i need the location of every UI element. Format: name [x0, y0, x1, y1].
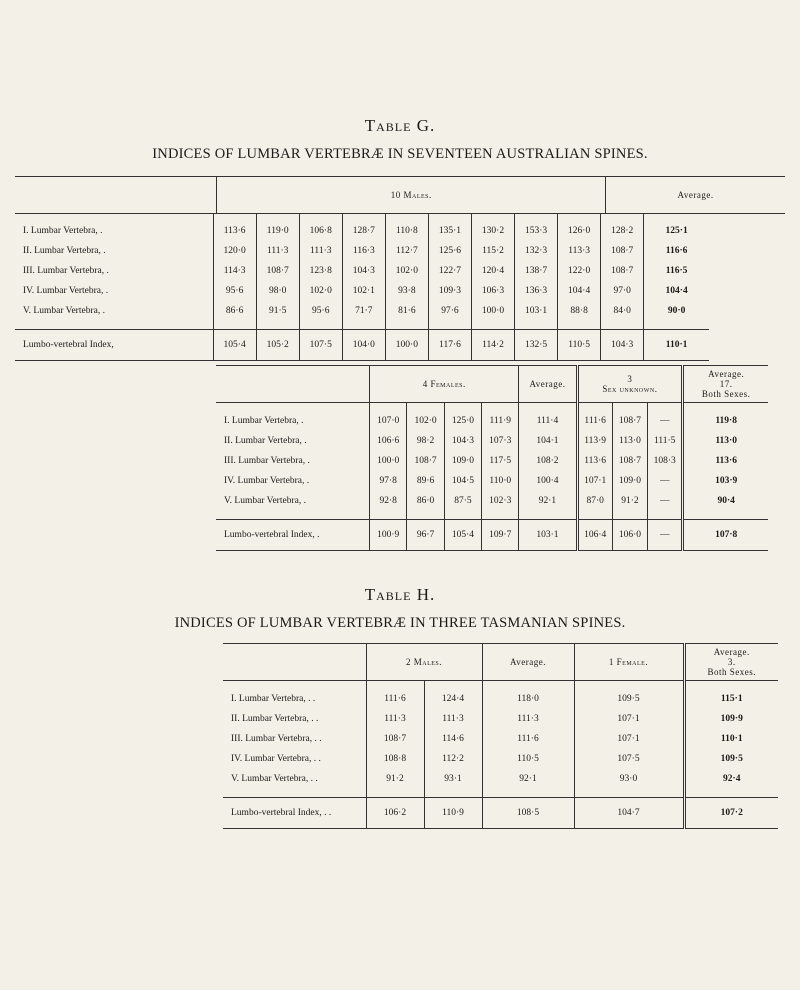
average-cell: 111·6: [482, 729, 574, 749]
value-cell: 102·0: [299, 281, 342, 301]
value-cell: 111·3: [366, 709, 424, 729]
value-cell: 115·2: [471, 241, 514, 261]
value-cell: 87·5: [444, 491, 481, 520]
unknown-cell: 111·5: [648, 431, 683, 451]
value-cell: 104·5: [444, 471, 481, 491]
table-h-title: Table H.: [364, 585, 436, 604]
unknown-cell: 111·6: [577, 403, 612, 432]
value-cell: 106·8: [299, 213, 342, 241]
unknown-cell: 113·0: [612, 431, 647, 451]
both-sexes-cell: 119·8: [683, 403, 768, 432]
average-cell: 90·0: [644, 301, 709, 330]
value-cell: 86·6: [213, 301, 256, 330]
unknown-cell: 113·6: [577, 451, 612, 471]
row-label: Lumbo-vertebral Index, .: [216, 520, 370, 551]
value-cell: 103·1: [515, 301, 558, 330]
value-cell: 81·6: [385, 301, 428, 330]
unknown-cell: —: [648, 471, 683, 491]
both-sexes-cell: 90·4: [683, 491, 768, 520]
header-blank: [216, 366, 370, 403]
value-cell: 123·8: [299, 261, 342, 281]
value-cell: 113·3: [558, 241, 601, 261]
value-cell: 135·1: [428, 213, 471, 241]
both-sexes-cell: 107·2: [684, 798, 778, 829]
table-row: [15, 301, 709, 330]
average-cell: 92·1: [519, 491, 577, 520]
row-label: III. Lumbar Vertebra, .: [224, 456, 310, 466]
row-label: II. Lumbar Vertebra, .: [224, 436, 307, 446]
both-sexes-cell: 109·9: [684, 709, 778, 729]
table-row: [216, 471, 768, 491]
value-cell: 104·3: [601, 330, 644, 361]
value-cell: 107·5: [299, 330, 342, 361]
row-label: IV. Lumbar Vertebra, .: [23, 286, 109, 296]
value-cell: 104·3: [444, 431, 481, 451]
header-1-female: 1 Female.: [574, 644, 684, 681]
row-label: Lumbo-vertebral Index, . .: [223, 798, 366, 829]
value-cell: 100·0: [385, 330, 428, 361]
average-cell: 108·2: [519, 451, 577, 471]
value-cell: 108·7: [407, 451, 444, 471]
average-cell: 111·4: [519, 403, 577, 432]
value-cell: 106·3: [471, 281, 514, 301]
value-cell: 92·8: [370, 491, 407, 520]
value-cell: 122·7: [428, 261, 471, 281]
table-row: [15, 261, 709, 281]
both-sexes-cell: 110·1: [684, 729, 778, 749]
table-g-title: Table G.: [364, 116, 436, 135]
average-cell: 118·0: [482, 681, 574, 710]
index-row: [216, 520, 768, 551]
unknown-cell: —: [648, 520, 683, 551]
table-g-males: [15, 176, 785, 214]
value-cell: 71·7: [342, 301, 385, 330]
unknown-cell: 106·4: [577, 520, 612, 551]
value-cell: 104·3: [342, 261, 385, 281]
value-cell: 130·2: [471, 213, 514, 241]
value-cell: 128·7: [342, 213, 385, 241]
value-cell: 111·3: [299, 241, 342, 261]
both-sexes-cell: 115·1: [684, 681, 778, 710]
value-cell: 114·2: [471, 330, 514, 361]
header-average: Average.: [519, 366, 577, 403]
value-cell: 117·5: [482, 451, 519, 471]
value-cell: 102·0: [385, 261, 428, 281]
average-cell: 116·5: [644, 261, 709, 281]
table-g-males-body: [15, 213, 709, 361]
female-cell: 107·5: [574, 749, 684, 769]
value-cell: 128·2: [601, 213, 644, 241]
value-cell: 106·6: [370, 431, 407, 451]
table-row: [216, 491, 768, 520]
average-cell: 104·1: [519, 431, 577, 451]
both-sexes-cell: 107·8: [683, 520, 768, 551]
value-cell: 102·1: [342, 281, 385, 301]
row-label: I. Lumbar Vertebra, . .: [231, 694, 316, 704]
value-cell: 120·4: [471, 261, 514, 281]
value-cell: 114·3: [213, 261, 256, 281]
average-cell: 103·1: [519, 520, 577, 551]
table-row: [216, 403, 768, 432]
value-cell: 104·0: [342, 330, 385, 361]
value-cell: 111·9: [482, 403, 519, 432]
value-cell: 117·6: [428, 330, 471, 361]
average-cell: 111·3: [482, 709, 574, 729]
average-cell: 116·6: [644, 241, 709, 261]
value-cell: 91·2: [366, 769, 424, 798]
value-cell: 93·8: [385, 281, 428, 301]
average-cell: 100·4: [519, 471, 577, 491]
value-cell: 111·3: [256, 241, 299, 261]
value-cell: 108·8: [366, 749, 424, 769]
table-row: [15, 213, 709, 241]
value-cell: 100·0: [471, 301, 514, 330]
value-cell: 89·6: [407, 471, 444, 491]
value-cell: 109·0: [444, 451, 481, 471]
header-blank: [223, 644, 366, 681]
row-label: V. Lumbar Vertebra, .: [23, 306, 105, 316]
value-cell: 98·0: [256, 281, 299, 301]
row-label: II. Lumbar Vertebra, .: [23, 246, 106, 256]
row-label: Lumbo-vertebral Index,: [15, 330, 213, 361]
value-cell: 104·4: [558, 281, 601, 301]
value-cell: 95·6: [213, 281, 256, 301]
table-g-females-header: [216, 366, 768, 403]
unknown-cell: 91·2: [612, 491, 647, 520]
value-cell: 105·4: [444, 520, 481, 551]
value-cell: 125·0: [444, 403, 481, 432]
value-cell: 91·5: [256, 301, 299, 330]
value-cell: 112·7: [385, 241, 428, 261]
value-cell: 84·0: [601, 301, 644, 330]
value-cell: 95·6: [299, 301, 342, 330]
row-label: V. Lumbar Vertebra, . .: [231, 774, 318, 784]
unknown-cell: 87·0: [577, 491, 612, 520]
value-cell: 97·0: [601, 281, 644, 301]
value-cell: 97·6: [428, 301, 471, 330]
value-cell: 100·0: [370, 451, 407, 471]
both-sexes-cell: 103·9: [683, 471, 768, 491]
row-label: III. Lumbar Vertebra, . .: [231, 734, 322, 744]
table-row: [223, 681, 778, 710]
value-cell: 108·7: [601, 261, 644, 281]
value-cell: 114·6: [424, 729, 482, 749]
average-cell: 108·5: [482, 798, 574, 829]
table-g-females: [216, 365, 768, 551]
unknown-cell: 108·7: [612, 403, 647, 432]
header-4-females: 4 Females.: [370, 366, 519, 403]
value-cell: 105·2: [256, 330, 299, 361]
value-cell: 107·0: [370, 403, 407, 432]
table-h-header: [223, 644, 778, 681]
value-cell: 102·3: [482, 491, 519, 520]
value-cell: 105·4: [213, 330, 256, 361]
table-row: [216, 431, 768, 451]
both-sexes-cell: 113·6: [683, 451, 768, 471]
both-sexes-cell: 109·5: [684, 749, 778, 769]
average-cell: 110·5: [482, 749, 574, 769]
table-row: [223, 749, 778, 769]
row-label: IV. Lumbar Vertebra, . .: [231, 754, 321, 764]
table-row: [15, 281, 709, 301]
index-row: [15, 330, 709, 361]
row-label: I. Lumbar Vertebra, .: [224, 416, 304, 426]
unknown-cell: 113·9: [577, 431, 612, 451]
row-label: IV. Lumbar Vertebra, .: [224, 476, 310, 486]
value-cell: 116·3: [342, 241, 385, 261]
value-cell: 108·7: [256, 261, 299, 281]
value-cell: 109·7: [482, 520, 519, 551]
value-cell: 93·1: [424, 769, 482, 798]
value-cell: 110·9: [424, 798, 482, 829]
header-average: Average.: [482, 644, 574, 681]
unknown-cell: 109·0: [612, 471, 647, 491]
value-cell: 113·6: [213, 213, 256, 241]
table-g-males-header: [15, 177, 785, 214]
value-cell: 132·3: [515, 241, 558, 261]
header-both-sexes: Average. 17. Both Sexes.: [683, 366, 768, 403]
average-cell: 110·1: [644, 330, 709, 361]
both-sexes-cell: 92·4: [684, 769, 778, 798]
table-h: [223, 643, 778, 829]
table-row: [223, 729, 778, 749]
index-row: [223, 798, 778, 829]
value-cell: 88·8: [558, 301, 601, 330]
unknown-cell: —: [648, 491, 683, 520]
value-cell: 100·9: [370, 520, 407, 551]
value-cell: 109·3: [428, 281, 471, 301]
value-cell: 111·6: [366, 681, 424, 710]
value-cell: 107·3: [482, 431, 519, 451]
table-row: [216, 451, 768, 471]
value-cell: 96·7: [407, 520, 444, 551]
table-row: [223, 769, 778, 798]
header-sex-unknown: 3 Sex unknown.: [577, 366, 683, 403]
value-cell: 126·0: [558, 213, 601, 241]
value-cell: 102·0: [407, 403, 444, 432]
table-h-subtitle: INDICES OF LUMBAR VERTEBRÆ IN THREE TASMANIAN SPINES.: [174, 615, 626, 631]
header-both-sexes: Average. 3. Both Sexes.: [684, 644, 778, 681]
table-row: [15, 241, 709, 261]
header-blank: [15, 177, 217, 214]
value-cell: 125·6: [428, 241, 471, 261]
table-row: [223, 709, 778, 729]
female-cell: 104·7: [574, 798, 684, 829]
unknown-cell: —: [648, 403, 683, 432]
female-cell: 93·0: [574, 769, 684, 798]
value-cell: 120·0: [213, 241, 256, 261]
value-cell: 138·7: [515, 261, 558, 281]
value-cell: 108·7: [366, 729, 424, 749]
header-10-males: 10 Males.: [217, 177, 606, 214]
row-label: V. Lumbar Vertebra, .: [224, 496, 306, 506]
value-cell: 153·3: [515, 213, 558, 241]
value-cell: 97·8: [370, 471, 407, 491]
value-cell: 108·7: [601, 241, 644, 261]
header-average: Average.: [606, 177, 785, 214]
unknown-cell: 107·1: [577, 471, 612, 491]
unknown-cell: 108·7: [612, 451, 647, 471]
value-cell: 112·2: [424, 749, 482, 769]
female-cell: 107·1: [574, 709, 684, 729]
value-cell: 132·5: [515, 330, 558, 361]
average-cell: 104·4: [644, 281, 709, 301]
value-cell: 136·3: [515, 281, 558, 301]
value-cell: 111·3: [424, 709, 482, 729]
row-label: II. Lumbar Vertebra, . .: [231, 714, 319, 724]
value-cell: 98·2: [407, 431, 444, 451]
table-g-subtitle: INDICES OF LUMBAR VERTEBRÆ IN SEVENTEEN AUSTRALIAN SPINES.: [152, 146, 648, 162]
both-sexes-cell: 113·0: [683, 431, 768, 451]
value-cell: 110·8: [385, 213, 428, 241]
unknown-cell: 106·0: [612, 520, 647, 551]
female-cell: 109·5: [574, 681, 684, 710]
row-label: III. Lumbar Vertebra, .: [23, 266, 109, 276]
average-cell: 92·1: [482, 769, 574, 798]
unknown-cell: 108·3: [648, 451, 683, 471]
value-cell: 119·0: [256, 213, 299, 241]
value-cell: 110·0: [482, 471, 519, 491]
value-cell: 124·4: [424, 681, 482, 710]
average-cell: 125·1: [644, 213, 709, 241]
value-cell: 122·0: [558, 261, 601, 281]
value-cell: 110·5: [558, 330, 601, 361]
female-cell: 107·1: [574, 729, 684, 749]
row-label: I. Lumbar Vertebra, .: [23, 226, 103, 236]
value-cell: 106·2: [366, 798, 424, 829]
value-cell: 86·0: [407, 491, 444, 520]
header-2-males: 2 Males.: [366, 644, 482, 681]
